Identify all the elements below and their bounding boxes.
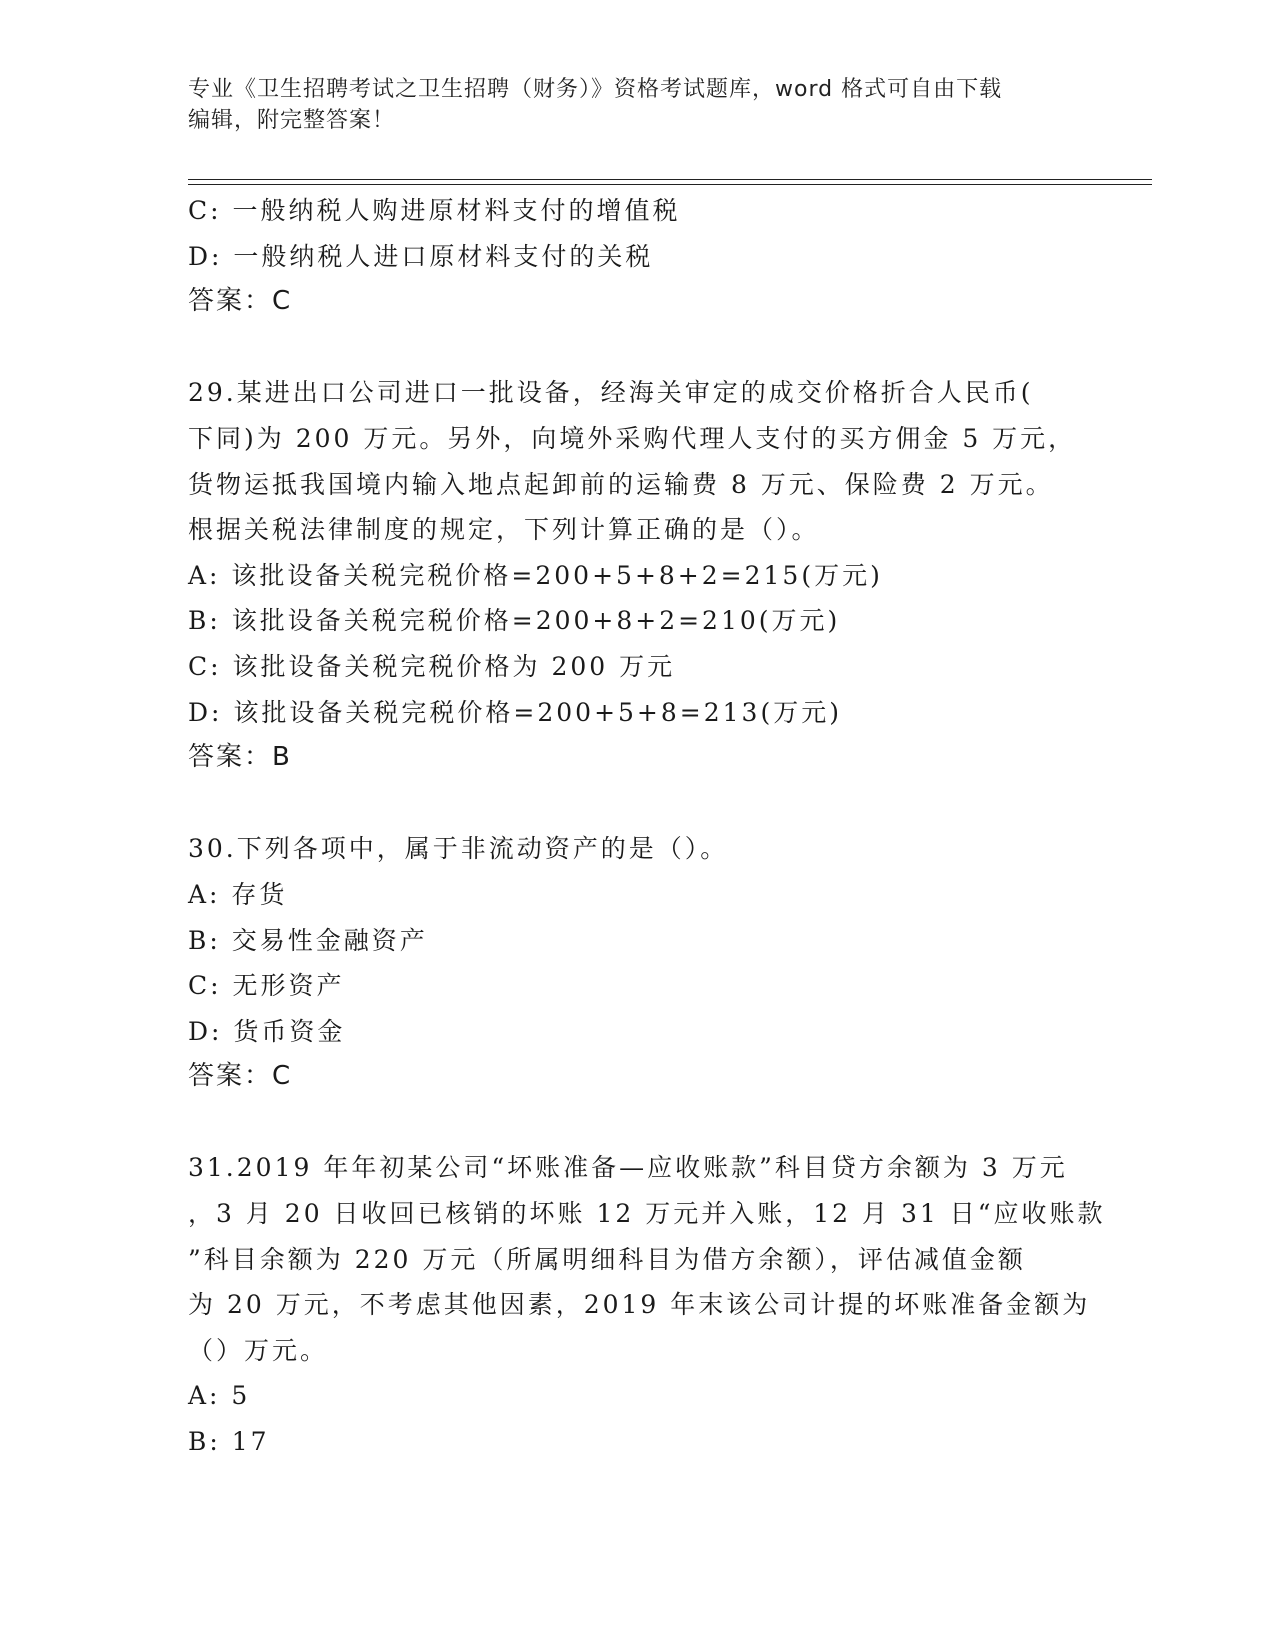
question-stem-line: 29.某进出口公司进口一批设备，经海关审定的成交价格折合人民币( [188, 378, 1034, 408]
question-stem-line: 为 20 万元，不考虑其他因素，2019 年末该公司计提的坏账准备金额为 [188, 1290, 1091, 1320]
option-d: D: 该批设备关税完税价格=200+5+8=213(万元) [188, 697, 842, 727]
header-divider-bottom [188, 184, 1152, 185]
question-stem-line: 根据关税法律制度的规定，下列计算正确的是（）。 [188, 515, 820, 545]
option-d: D: 一般纳税人进口原材料支付的关税 [188, 241, 654, 271]
question-stem-line: ，3 月 20 日收回已核销的坏账 12 万元并入账，12 月 31 日“应收账款 [188, 1199, 1106, 1229]
header-line-1: 专业《卫生招聘考试之卫生招聘（财务）》资格考试题库，word 格式可自由下载 [188, 77, 1003, 102]
spacer [188, 325, 1088, 371]
option-c: C: 无形资产 [188, 971, 345, 1001]
option-c: C: 一般纳税人购进原材料支付的增值税 [188, 196, 681, 225]
question-29 [188, 370, 1088, 780]
answer-line: 答案：C [188, 1061, 293, 1092]
question-28-tail [188, 188, 1088, 325]
option-a: A: 5 [188, 1381, 251, 1411]
question-stem-line: 下同)为 200 万元。另外，向境外采购代理人支付的买方佣金 5 万元， [188, 423, 1077, 453]
option-d: D: 货币资金 [188, 1016, 346, 1046]
option-b: B: 交易性金融资产 [188, 925, 428, 955]
option-a: A: 存货 [188, 879, 288, 909]
option-a: A: 该批设备关税完税价格=200+5+8+2=215(万元) [188, 560, 883, 590]
option-b: B: 17 [188, 1427, 270, 1457]
spacer [188, 1100, 1088, 1146]
header-line-2: 编辑，附完整答案！ [188, 108, 396, 133]
option-b: B: 该批设备关税完税价格=200+8+2=210(万元) [188, 606, 841, 636]
question-30 [188, 826, 1088, 1100]
question-stem-line: 31.2019 年年初某公司“坏账准备—应收账款”科目贷方余额为 3 万元 [188, 1153, 1068, 1183]
question-content [188, 188, 1106, 1465]
answer-line: 答案：C [188, 286, 293, 317]
document-header [188, 74, 1088, 136]
answer-line: 答案：B [188, 742, 292, 773]
header-divider-top [188, 179, 1152, 180]
option-c: C: 该批设备关税完税价格为 200 万元 [188, 651, 676, 681]
question-stem-line: 货物运抵我国境内输入地点起卸前的运输费 8 万元、保险费 2 万元。 [188, 469, 1054, 499]
question-stem-line: （）万元。 [188, 1335, 329, 1365]
spacer [188, 781, 1088, 827]
question-stem-line: 30.下列各项中，属于非流动资产的是（）。 [188, 834, 729, 864]
question-31 [188, 1145, 1106, 1464]
question-stem-line: ”科目余额为 220 万元（所属明细科目为借方余额），评估减值金额 [188, 1244, 1026, 1274]
